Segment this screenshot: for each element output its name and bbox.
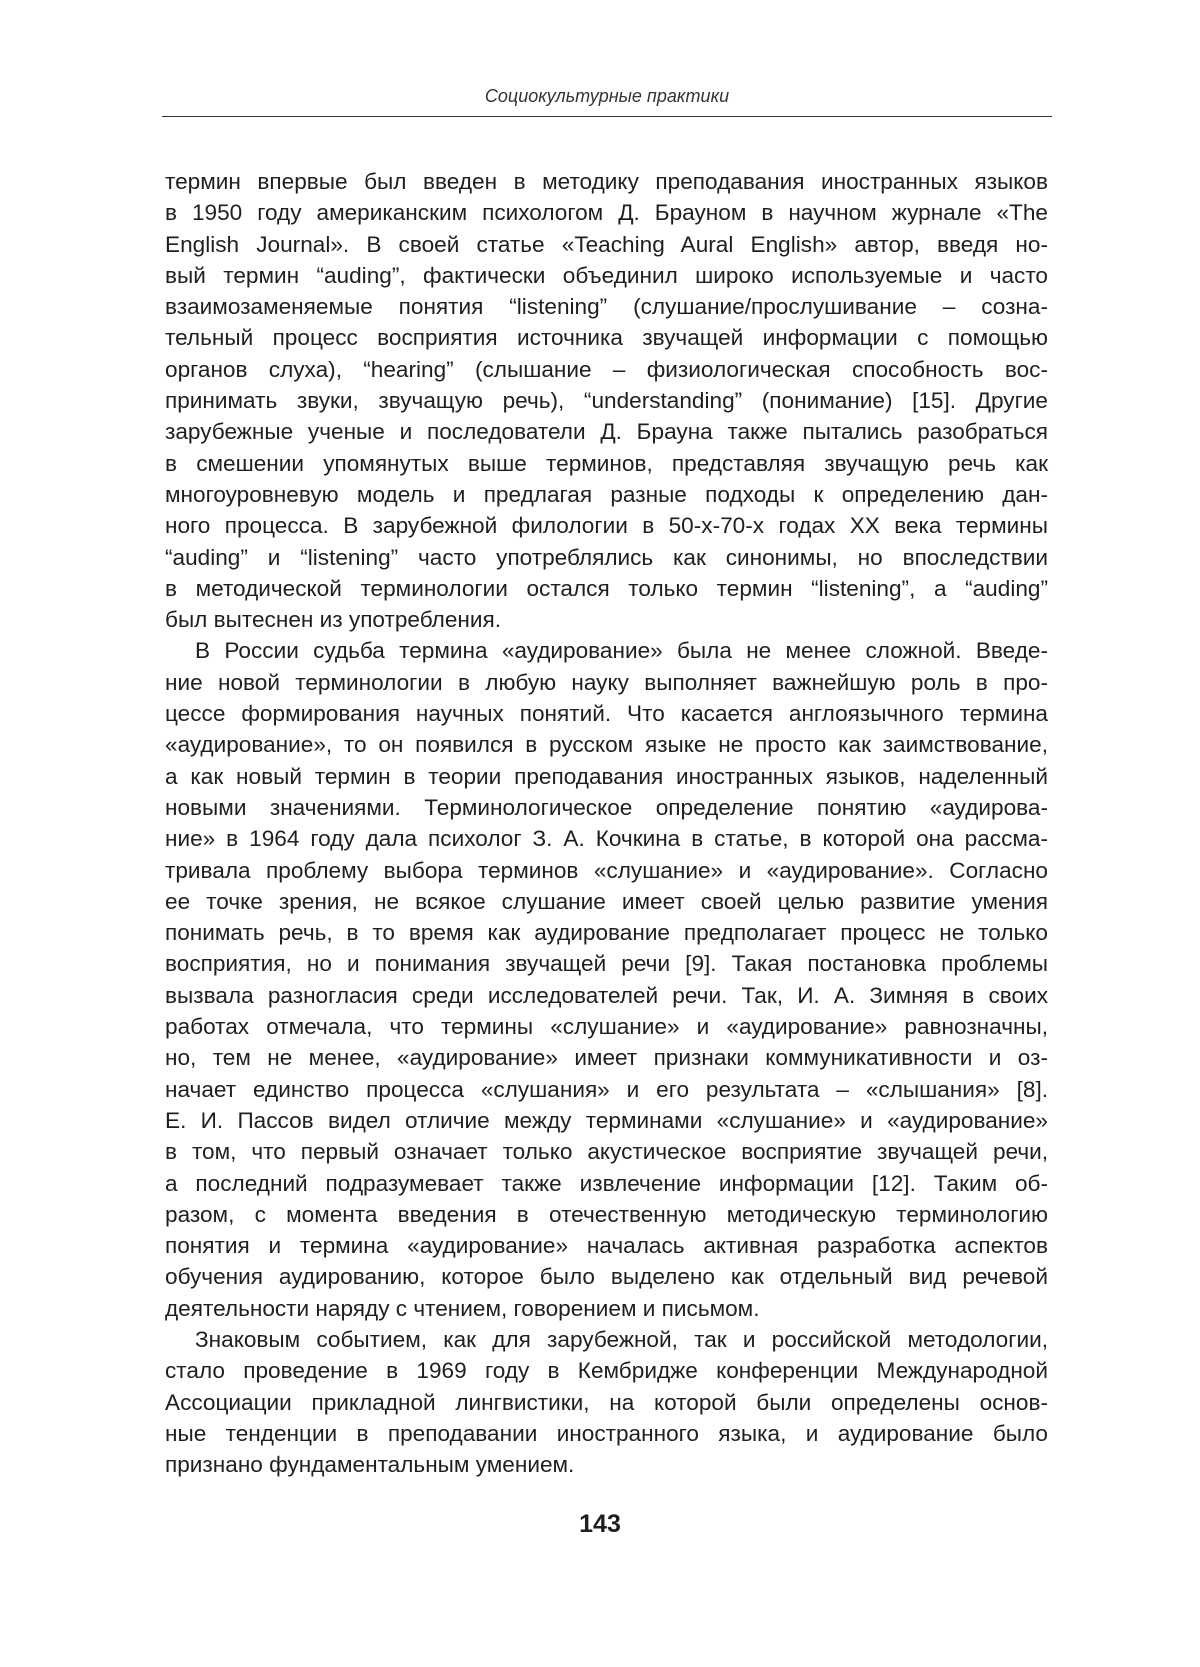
text-line: работах отмечала, что термины «слушание» и «аудирование» равнозначны, (165, 1014, 1048, 1040)
text-line: зарубежные ученые и последователи Д. Брауна также пытались разобраться (165, 419, 1048, 445)
text-line: а как новый термин в теории преподавания иностранных языков, наделенный (165, 763, 1048, 789)
text-line: В России судьба термина «аудирование» была не менее сложной. Введе- (195, 638, 1048, 664)
text-line: восприятия, но и понимания звучащей речи [9]. Такая постановка проблемы (165, 951, 1048, 977)
text-line: вый термин “auding”, фактически объединил широко используемые и часто (165, 262, 1048, 288)
text-line: деятельности наряду с чтением, говорением и письмом. (165, 1295, 760, 1321)
text-line: понятия и термина «аудирование» началась активная разработка аспектов (165, 1233, 1048, 1259)
text-line: взаимозаменяемые понятия “listening” (слушание/прослушивание – созна- (165, 294, 1048, 320)
text-line: “auding” и “listening” часто употреблялись как синонимы, но впоследствии (165, 544, 1048, 570)
text-line: признано фундаментальным умением. (165, 1452, 575, 1478)
text-line: разом, с момента введения в отечественную методическую терминологию (165, 1201, 1048, 1227)
text-line: ее точке зрения, не всякое слушание имеет своей целью развитие умения (165, 888, 1048, 914)
text-line: вызвала разногласия среди исследователей речи. Так, И. А. Зимняя в своих (165, 982, 1048, 1008)
text-line: Ассоциации прикладной лингвистики, на которой были определены основ- (165, 1389, 1048, 1415)
text-line: органов слуха), “hearing” (слышание – физиологическая способность вос- (165, 356, 1048, 382)
text-line: Знаковым событием, как для зарубежной, так и российской методологии, (195, 1326, 1048, 1352)
text-line: принимать звуки, звучащую речь), “understanding” (понимание) [15]. Другие (165, 388, 1048, 414)
text-line: в смешении упомянутых выше терминов, представляя звучащую речь как (165, 450, 1048, 476)
text-line: стало проведение в 1969 году в Кембридже конференции Международной (165, 1358, 1048, 1384)
text-line: в 1950 году американским психологом Д. Брауном в научном журнале «The (165, 200, 1048, 226)
text-line: а последний подразумевает также извлечение информации [12]. Таким об- (165, 1170, 1048, 1196)
text-line: новыми значениями. Терминологическое определение понятию «аудирова- (165, 794, 1048, 820)
text-line: ние» в 1964 году дала психолог З. А. Кочкина в статье, в которой она рассма- (165, 826, 1048, 852)
text-line: ние новой терминологии в любую науку выполняет важнейшую роль в про- (165, 669, 1048, 695)
text-line: начает единство процесса «слушания» и его результата – «слышания» [8]. (165, 1076, 1048, 1102)
text-line: в том, что первый означает только акустическое восприятие звучащей речи, (165, 1139, 1048, 1165)
text-line: ного процесса. В зарубежной филологии в 50-х-70-х годах XX века термины (165, 513, 1048, 539)
body-text (165, 166, 1048, 1480)
paragraph (165, 166, 1048, 635)
text-line: но, тем не менее, «аудирование» имеет признаки коммуникативности и оз- (165, 1045, 1048, 1071)
text-line: многоуровневую модель и предлагая разные подходы к определению дан- (165, 481, 1048, 507)
text-line: «аудирование», то он появился в русском языке не просто как заимствование, (165, 732, 1048, 758)
text-line: понимать речь, в то время как аудирование предполагает процесс не только (165, 920, 1048, 946)
paragraph (165, 635, 1048, 1324)
running-head: Социокультурные практики (484, 86, 730, 106)
text-line: English Journal». В своей статье «Teaching Aural English» автор, введя но- (165, 231, 1048, 257)
text-line: был вытеснен из употребления. (165, 607, 502, 633)
text-line: тривала проблему выбора терминов «слушание» и «аудирование». Согласно (165, 857, 1048, 883)
page-number: 143 (579, 1510, 621, 1538)
text-line: ные тенденции в преподавании иностранного языка, и аудирование было (165, 1420, 1048, 1446)
text-line: Е. И. Пассов видел отличие между терминами «слушание» и «аудирование» (165, 1107, 1048, 1133)
text-line: обучения аудированию, которое было выделено как отдельный вид речевой (165, 1264, 1048, 1290)
text-line: цессе формирования научных понятий. Что касается англоязычного термина (165, 701, 1048, 727)
paragraph (165, 1324, 1048, 1480)
text-line: термин впервые был введен в методику преподавания иностранных языков (165, 169, 1048, 194)
header-rule (162, 116, 1052, 117)
text-line: в методической терминологии остался только термин “listening”, а “auding” (165, 575, 1048, 601)
text-line: тельный процесс восприятия источника звучащей информации с помощью (165, 325, 1048, 351)
